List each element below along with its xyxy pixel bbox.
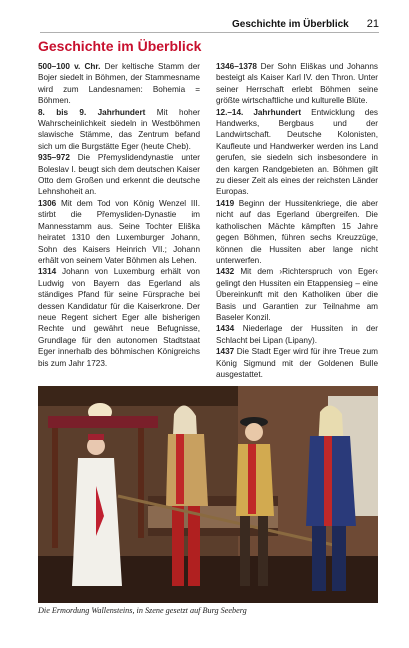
entry-text: Johann von Luxemburg erhält von Ludwig von Bayern das Egerland als ständiges Pfand für seine Fürsprache bei dessen Kandidatur für die Kaiserkrone. Der neue Regent sichert Eger alle bisherigen Rechte und gewährt neue Befugnisse, Grundlage für den autonomen Stadtstaat Eger innerhalb des böhmischen Königreichs bis zum Jahr 1723. bbox=[38, 267, 200, 368]
column-right bbox=[216, 61, 378, 380]
timeline-entry bbox=[216, 346, 378, 380]
text-columns bbox=[38, 61, 378, 380]
timeline-entry bbox=[38, 266, 200, 369]
running-title: Geschichte im Überblick bbox=[232, 18, 349, 30]
timeline-entry bbox=[38, 107, 200, 153]
entry-date: 1314 bbox=[38, 267, 57, 277]
entry-text: Mit hoher Wahrscheinlichkeit siedeln in Westböhmen slawische Stämme, das Zentrum befand sich um die Burgstätte Eger (heute Cheb). bbox=[38, 107, 200, 151]
timeline-entry bbox=[216, 198, 378, 266]
entry-text: Der Sohn Eliškas und Johanns besteigt als Kaiser Karl IV. den Thron. Unter seiner Herrschaft erlebt Böhmen seine größte wirtschaftliche und kulturelle Blüte. bbox=[216, 62, 378, 106]
column-left bbox=[38, 61, 200, 380]
timeline-entry bbox=[216, 61, 378, 107]
entry-text: Mit dem ›Richterspruch von Eger‹ gelingt den Hussiten ein Etappensieg – eine Übereinkunft mit den Katholiken über die Basis und Garantien zur Teilnahme am Baseler Konzil. bbox=[216, 267, 378, 322]
scene-illustration bbox=[38, 386, 378, 603]
entry-text: Die Stadt Eger wird für ihre Treue zum König Sigmund mit der Goldenen Bulle ausgestattet. bbox=[216, 347, 378, 379]
museum-scene-photo bbox=[38, 386, 378, 603]
entry-date: 500–100 v. Chr. bbox=[38, 62, 101, 71]
entry-date: 12.–14. Jahrhundert bbox=[216, 107, 302, 117]
timeline-entry bbox=[216, 107, 378, 198]
section-title: Geschichte im Überblick bbox=[38, 38, 202, 54]
entry-text: Der keltische Stamm der Bojer siedelt in Böhmen, der Stammesname wird zum Landesnamen: Bohemia = Böhmen. bbox=[38, 62, 200, 106]
timeline-entry bbox=[216, 266, 378, 323]
photo-caption: Die Ermordung Wallensteins, in Szene gesetzt auf Burg Seeberg bbox=[38, 606, 247, 615]
entry-date: 1346–1378 bbox=[216, 62, 257, 71]
timeline-entry bbox=[38, 198, 200, 266]
page-number: 21 bbox=[366, 18, 379, 30]
timeline-entry bbox=[38, 152, 200, 198]
entry-text: Beginn der Hussitenkriege, die aber nicht auf das Egerland übergreifen. Die katholischen Mächte kämpften 15 Jahre gegen Böhmen, führen sechs Kreuzzüge, können die Hussiten aber lange nicht unterwerfen. bbox=[216, 198, 378, 265]
entry-text: Mit dem Tod von König Wenzel III. stirbt die Přemysliden-Dynastie im Mannesstamm aus. Seine Tochter Eliška heiratet 1310 den Luxemburger Johann, Sohn des Kaisers Heinrich VII.; Johann erhält von seinem Vater Böhmen als Lehen. bbox=[38, 198, 201, 265]
entry-date: 1437 bbox=[216, 347, 235, 357]
entry-date: 1306 bbox=[38, 198, 57, 208]
entry-text: Entwicklung des Handwerks, Bergbaus und der Landwirtschaft. Deutsche Kolonisten, Kaufleute und Handwerker werden ins Land gerufen, sie siedeln sich insbesondere in den kargen Randgebieten an. Böhmen gilt zu dieser Zeit als eines der reichsten Länder Europas. bbox=[216, 107, 379, 197]
entry-date: 8. bis 9. Jahrhundert bbox=[38, 107, 146, 117]
timeline-entry bbox=[38, 61, 200, 107]
entry-date: 1432 bbox=[216, 267, 235, 277]
entry-text: Niederlage der Hussiten in der Schlacht bei Lipan (Lipany). bbox=[216, 324, 379, 345]
entry-date: 1419 bbox=[216, 198, 235, 208]
entry-text: Die Přemyslidendynastie unter Boleslav I. beugt sich dem deutschen Kaiser Otto dem Großen und erkennt die deutsche Lehnshoheit an. bbox=[38, 153, 200, 197]
timeline-entry bbox=[216, 323, 378, 346]
entry-date: 1434 bbox=[216, 324, 235, 334]
running-header bbox=[40, 16, 379, 33]
entry-date: 935–972 bbox=[38, 153, 70, 163]
